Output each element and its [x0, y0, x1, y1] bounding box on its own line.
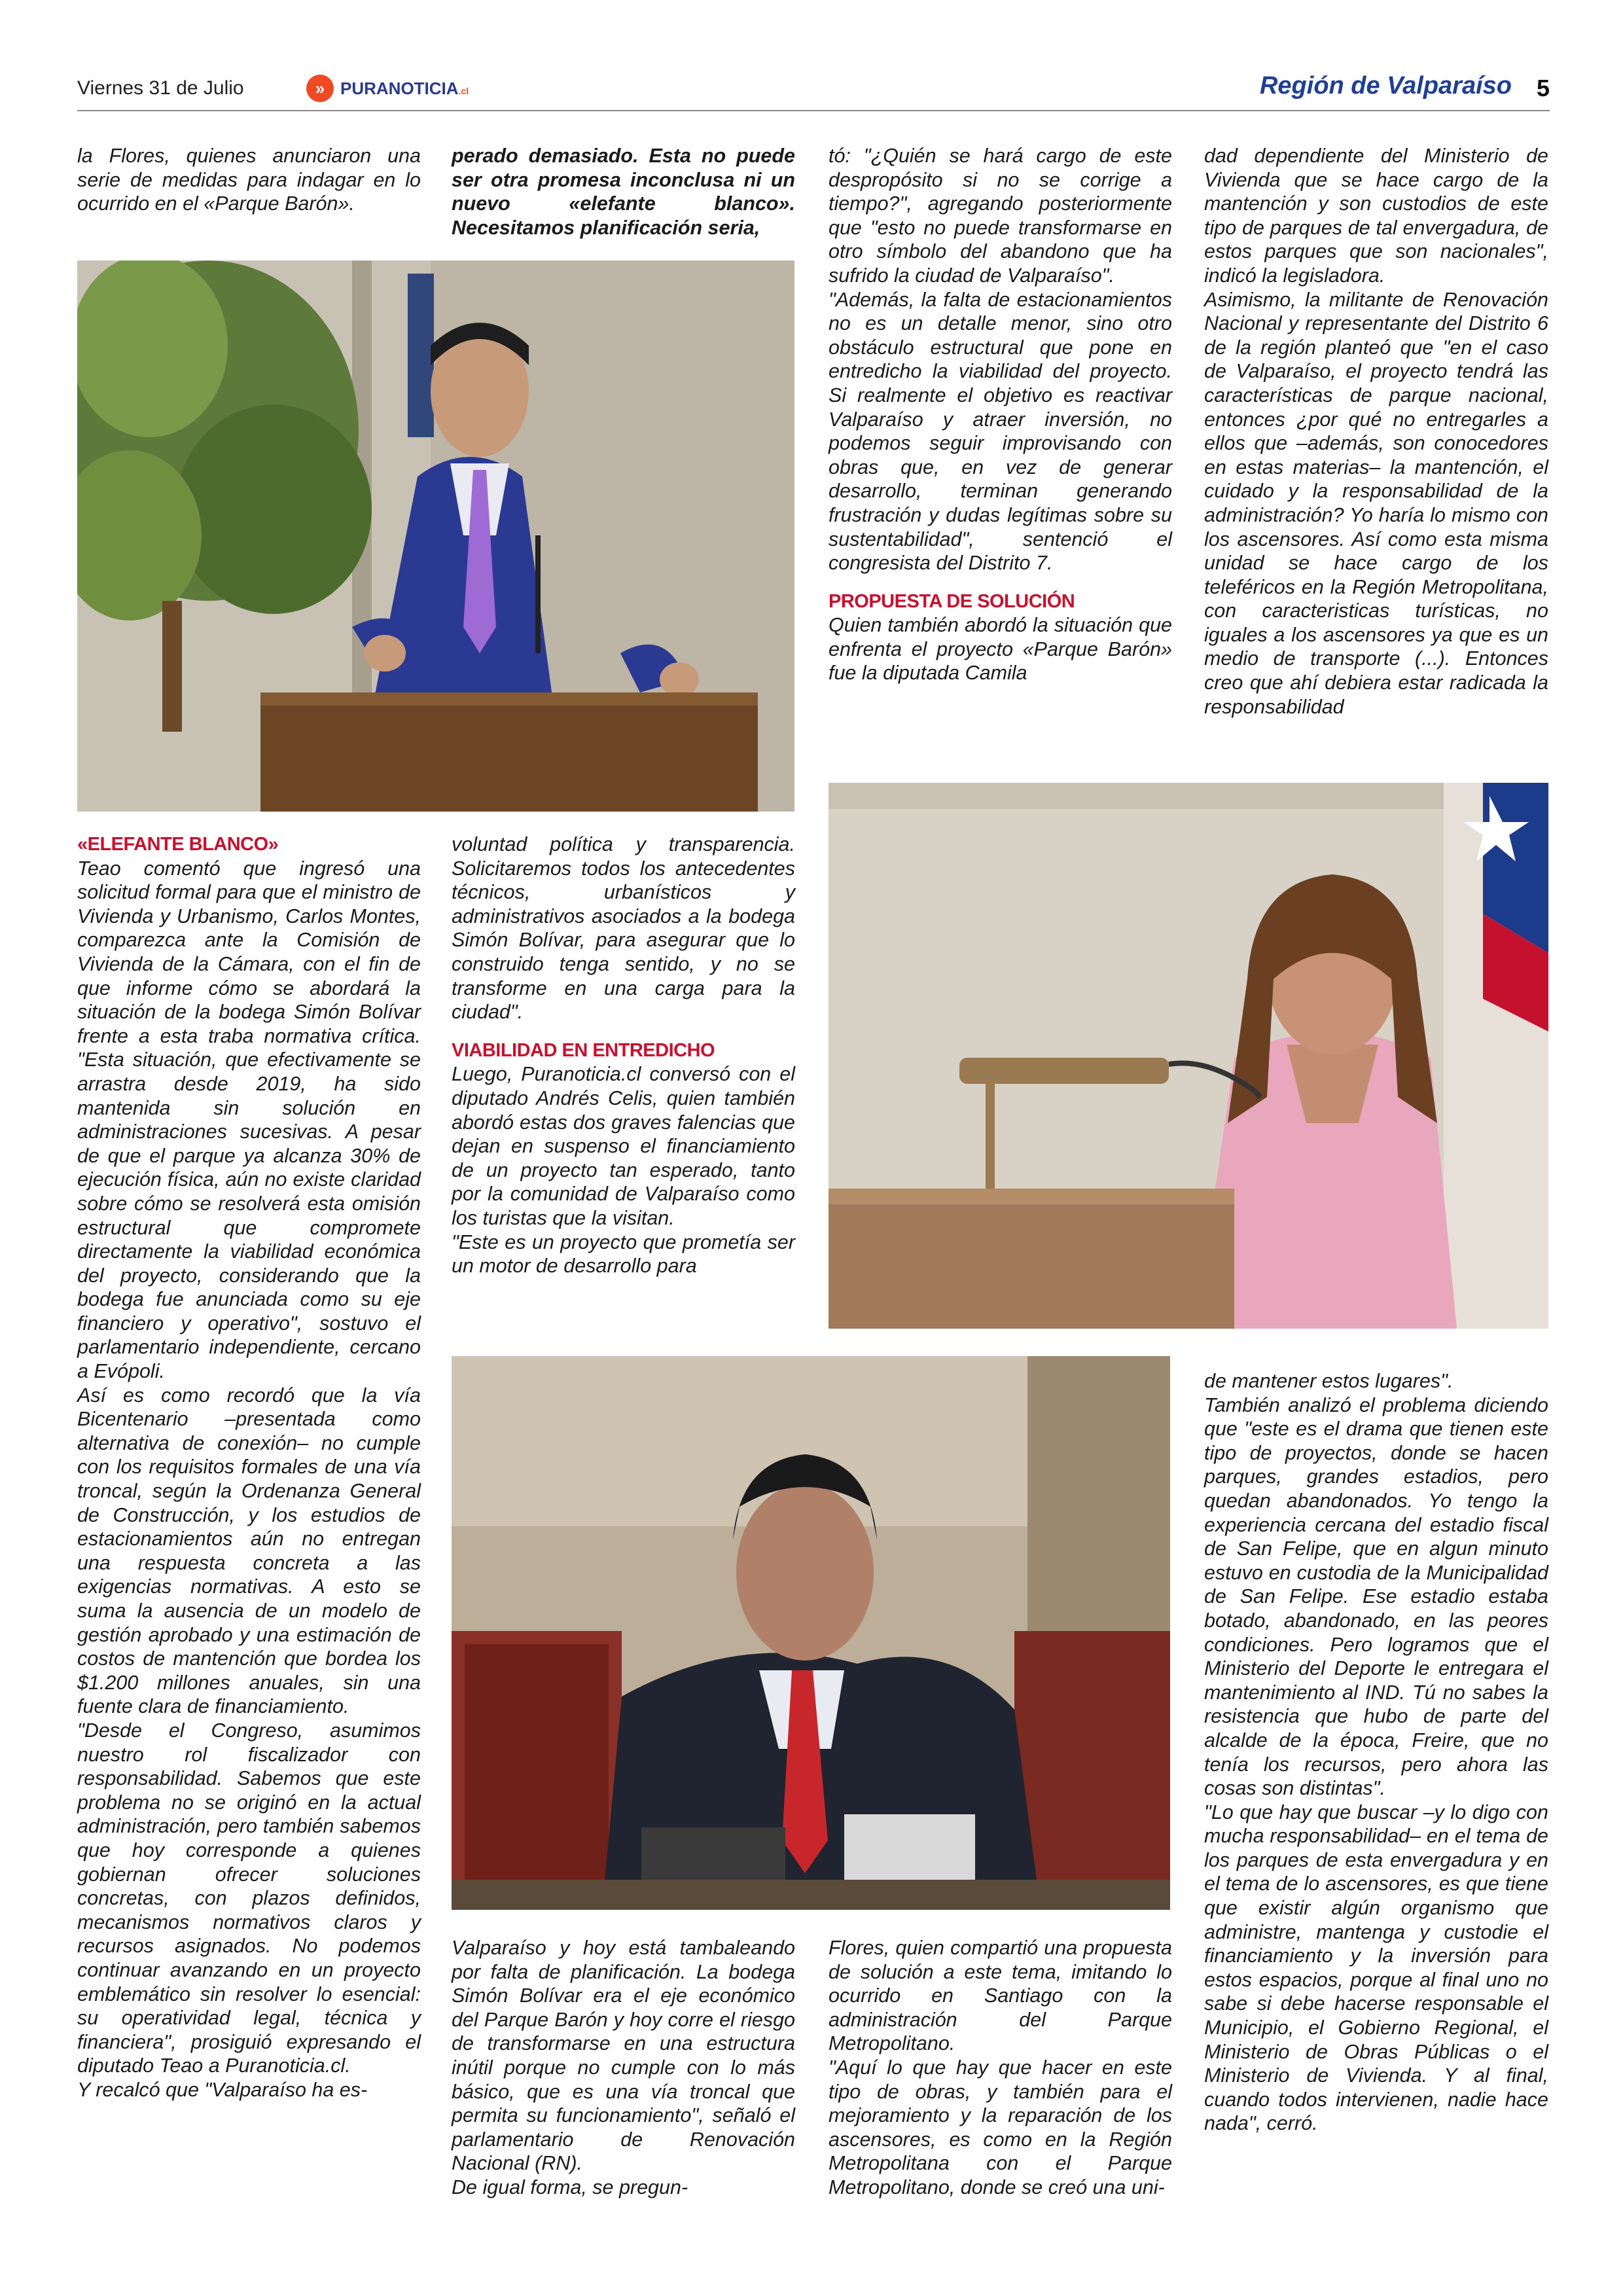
deputy-camila-flores-photo [829, 783, 1548, 1329]
paragraph: dad dependiente del Ministerio de Vivienda que se hace cargo de la mantención y son custodios de este tipo de parques de tal envergadura, de estos parques que son nacionales", indicó la legisladora. [1204, 145, 1548, 287]
paragraph: "Este es un proyecto que prometía ser un motor de desarrollo para [452, 1230, 795, 1278]
section-region-title: Región de Valparaíso [1259, 72, 1512, 99]
column-3-bottom [829, 1936, 1172, 2200]
deputy-teao-photo [77, 260, 794, 812]
paragraph: Y recalcó que "Valparaíso ha es- [77, 2078, 368, 2101]
column-2-top [452, 144, 795, 240]
paragraph: De igual forma, se pregun- [452, 2176, 688, 2198]
column-1-top [77, 144, 421, 216]
paragraph: perado demasiado. Esta no puede ser otra promesa inconclusa ni un nuevo «elefante blanco». Necesitamos planificación seria, [452, 145, 795, 239]
column-2-bottom [452, 1936, 795, 2200]
logo-text: PURANOTICIA [340, 78, 459, 98]
paragraph: la Flores, quienes anunciaron una serie de medidas para indagar en lo ocurrido en el «Parque Barón». [77, 145, 421, 215]
subheading-viabilidad: VIABILIDAD EN ENTREDICHO [452, 1039, 715, 1061]
paragraph: voluntad política y transparencia. Solicitaremos todos los antecedentes técnicos, urbanísticos y administrativos asociados a la bodega Simón Bolívar, para asegurar que lo construido tenga sentido, y no se transforme en una carga para la ciudad". [452, 833, 795, 1024]
paragraph: "Aquí lo que hay que hacer en este tipo de obras, y también para el mejoramiento y la reparación de los ascensores, es como en la Región Metropolitana con el Parque Metropolitano, donde se creó una uni- [829, 2056, 1172, 2198]
paragraph: También analizó el problema diciendo que "este es el drama que tienen este tipo de proyectos, donde se hacen parques, grandes estadios, pero quedan abandonados. Yo tengo la experiencia cercana del estadio fiscal de San Felipe, que en algun minuto estuvo en custodia de la Municipalidad de San Felipe. Ese estadio estaba botado, abandonado, en las peores condiciones. Pero logramos que el Ministerio del Deporte le entregara el mantenimiento al IND. Tú no sabes la resistencia que hubo de parte del alcalde de la época, Freire, que no tenía los recursos, pero ahora las cosas son distintas". [1204, 1393, 1548, 1800]
paragraph: "Desde el Congreso, asumimos nuestro rol fiscalizador con responsabilidad. Sabemos que este problema no se originó en la actual administración, pero también sabemos que hoy corresponde a quienes gobiernan ofrecer soluciones concretas, con plazos definidos, mecanismos normativos claros y recursos asignados. No podemos continuar avanzando en un proyecto emblemático sin resolver lo esencial: su operatividad legal, técnica y financiera", prosiguió expresando el diputado Teao a Puranoticia.cl. [77, 1719, 421, 2077]
subheading-propuesta: PROPUESTA DE SOLUCIÓN [829, 590, 1075, 612]
paragraph: "Además, la falta de estacionamientos no es un detalle menor, sino otro obstáculo estructural que pone en entredicho la viabilidad del proyecto. Si realmente el objetivo es reactivar Valparaíso y atraer inversión, no podemos seguir improvisando con obras que, en vez de generar desarrollo, terminan generando frustración y dudas legítimas sobre su sustentabilidad", sentenció el congresista del Distrito 7. [829, 288, 1172, 575]
column-4-top [1204, 144, 1548, 719]
logo-arrows-icon: » [306, 75, 334, 102]
column-4-bottom [1204, 1369, 1548, 2136]
paragraph: Asimismo, la militante de Renovación Nacional y representante del Distrito 6 de la región planteó que "en el caso de Valparaíso, el proyecto tendrá las características de parque nacional, entonces ¿por qué no entregarles a ellos que –además, son conocedores en estas materias– la mantención, el cuidado y la responsabilidad de la administración? Yo haría lo mismo con los ascensores. Así como esta misma unidad se hace cargo de los teleféricos en la Región Metropolitana, con caracteristicas turísticas, no iguales a los ascensores ya que es un medio de transporte (...). Entonces creo que ahí debiera estar radicada la responsabilidad [1204, 288, 1548, 718]
paragraph: tó: "¿Quién se hará cargo de este despropósito si no se corrige a tiempo?", agregando posteriormente que "esto no puede transformarse en otro símbolo del abandono que ha sufrido la ciudad de Valparaíso". [829, 145, 1172, 287]
puranoticia-logo [306, 73, 469, 103]
paragraph: Así es como recordó que la vía Bicentenario –presentada como alternativa de conexión– no cumple con los requisitos formales de una vía troncal, según la Ordenanza General de Construcción, y los estudios de estacionamientos aún no entregan una respuesta concreta a las exigencias normativas. A esto se suma la ausencia de un modelo de gestión aprobado y una estimación de costos de mantención que bordea los $1.200 millones anuales, sin una fuente clara de financiamiento. [77, 1384, 421, 1718]
header-divider [77, 110, 1550, 111]
column-1-bottom [77, 833, 421, 2102]
deputy-andres-celis-photo [452, 1356, 1170, 1910]
subheading-elefante-blanco: «ELEFANTE BLANCO» [77, 834, 279, 855]
paragraph: Flores, quien compartió una propuesta de solución a este tema, imitando lo ocurrido en Santiago con la administración del Parque Metropolitano. [829, 1937, 1172, 2055]
paragraph: "Lo que hay que buscar –y lo digo con mucha responsabilidad– en el tema de los parques de esta envergadura y en el tema de lo ascensores, es que tiene que existir algún organismo que administre, mantenga y custodie el financiamiento y la inversión para estos espacios, porque al final uno no sabe si debe hacerse responsable el Municipio, el Gobierno Regional, el Ministerio de Obras Públicas o el Ministerio de Vivienda. Y al final, cuando todos intervienen, nadie hace nada", cerró. [1204, 1801, 1548, 2135]
issue-date: Viernes 31 de Julio [77, 77, 244, 99]
logo-suffix: .cl [458, 85, 469, 96]
paragraph: Teao comentó que ingresó una solicitud formal para que el ministro de Vivienda y Urbanismo, Carlos Montes, comparezca ante la Comisión de Vivienda de la Cámara, con el fin de que informe cómo se abordará la situación de la bodega Simón Bolívar frente a esta traba normativa crítica. "Esta situación, que efectivamente se arrastra desde 2019, ha sido mantenida sin solución en administraciones sucesivas. A pesar de que el parque ya alcanza 30% de ejecución física, aún no existe claridad sobre cómo se resolverá esta omisión estructural que compromete directamente la viabilidad económica del proyecto, considerando que la bodega fue anunciada como su eje financiero y operativo", sostuvo el parlamentario independiente, cercano a Evópoli. [77, 857, 421, 1383]
page-number: 5 [1536, 75, 1550, 101]
column-3-top [829, 144, 1172, 685]
paragraph: Valparaíso y hoy está tambaleando por falta de planificación. La bodega Simón Bolívar era el eje económico del Parque Barón y hoy corre el riesgo de transformarse en una estructura inútil porque no cumple con lo más básico, que es una vía troncal que permita su funcionamiento", señaló el parlamentario de Renovación Nacional (RN). [452, 1937, 795, 2175]
paragraph: de mantener estos lugares". [1204, 1370, 1454, 1392]
paragraph: Luego, Puranoticia.cl conversó con el diputado Andrés Celis, quien también abordó estas dos graves falencias que dejan en suspenso el financiamiento de un proyecto tan esperado, tanto por la comunidad de Valparaíso como los turistas que la visitan. [452, 1063, 795, 1229]
paragraph: Quien también abordó la situación que enfrenta el proyecto «Parque Barón» fue la diputada Camila [829, 614, 1172, 685]
column-2-middle [452, 833, 795, 1278]
